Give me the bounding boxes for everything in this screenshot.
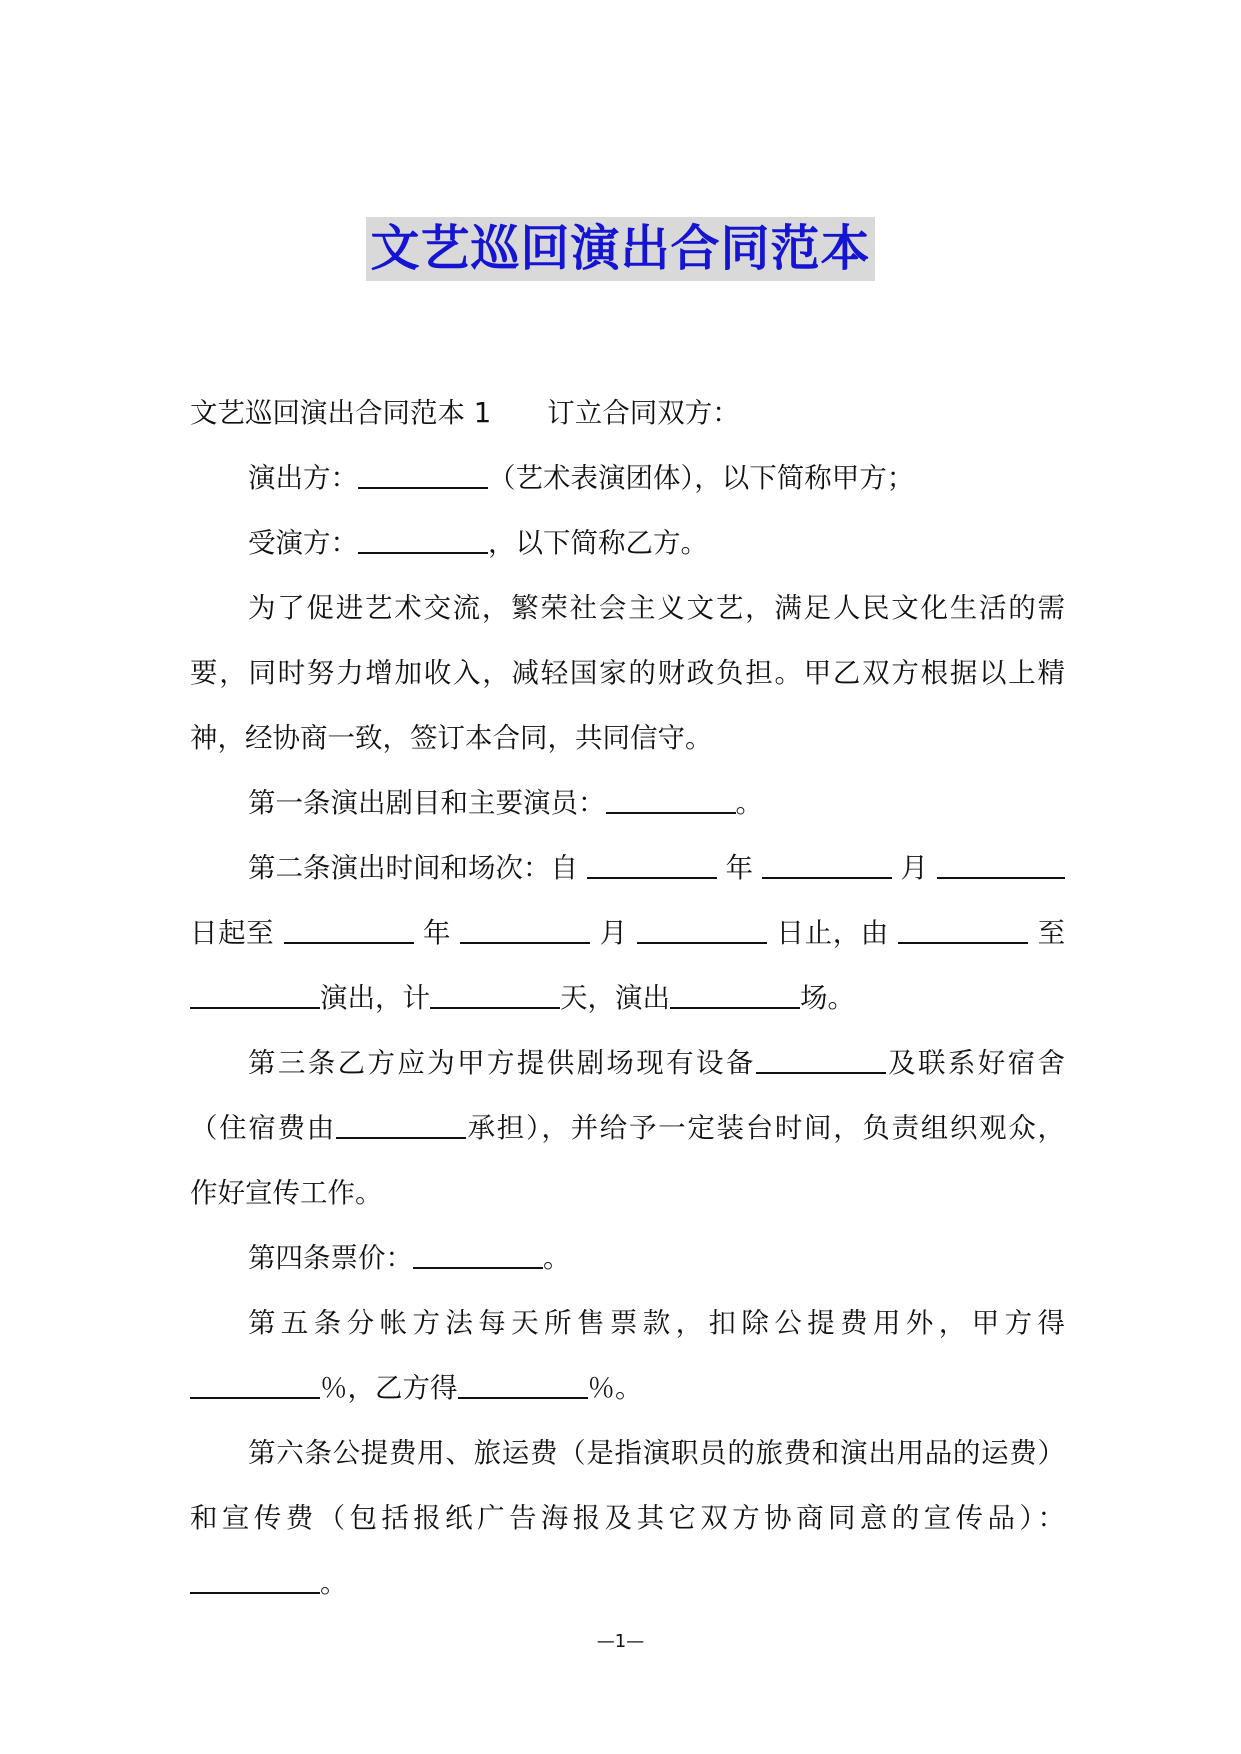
blank-field	[284, 942, 414, 944]
blank-field	[587, 877, 717, 879]
blank-field	[190, 1592, 320, 1594]
blank-field	[358, 552, 488, 554]
line-18: 和宣传费（包括报纸广告海报及其它双方协商同意的宣传品）：	[190, 1502, 1065, 1534]
line-17: 第六条公提费用、旅运费（是指演职员的旅费和演出用品的运费）	[248, 1437, 1065, 1469]
parties-label: 订立合同双方：	[547, 397, 740, 429]
line-11: 第三条乙方应为甲方提供剧场现有设备 及联系好宿舍	[248, 1047, 1065, 1079]
line-4: 为了促进艺术交流，繁荣社会主义文艺，满足人民文化生活的需	[248, 592, 1065, 624]
blank-field	[898, 942, 1028, 944]
line-6: 神，经协商一致，签订本合同，共同信守。	[190, 722, 713, 754]
blank-field	[670, 1007, 800, 1009]
line-19: 。	[190, 1560, 1065, 1625]
line-2: 演出方： （艺术表演团体），以下简称甲方；	[248, 462, 915, 494]
line-12: （住宿费由 承担），并给予一定装台时间，负责组织观众，	[190, 1112, 1065, 1144]
line-5: 要，同时努力增加收入，减轻国家的财政负担。甲乙双方根据以上精	[190, 657, 1065, 689]
blank-field	[358, 487, 488, 489]
line-16: ％，乙方得 ％。	[190, 1365, 1065, 1430]
blank-field	[190, 1007, 320, 1009]
line-13: 作好宣传工作。	[190, 1177, 383, 1209]
blank-field	[756, 1072, 886, 1074]
line-1	[190, 390, 1065, 455]
blank-field	[458, 1397, 588, 1399]
blank-field	[637, 942, 767, 944]
blank-field	[937, 877, 1065, 879]
document-body	[190, 390, 1065, 1625]
line-15: 第五条分帐方法每天所售票款，扣除公提费用外，甲方得	[248, 1307, 1065, 1339]
blank-field	[460, 942, 590, 944]
blank-field	[413, 1267, 543, 1269]
blank-field	[606, 812, 736, 814]
page-number: —1—	[596, 1631, 645, 1652]
blank-field	[336, 1137, 466, 1139]
blank-field	[762, 877, 892, 879]
line-3: 受演方： ，以下简称乙方。	[248, 527, 708, 559]
line-7: 第一条演出剧目和主要演员： 。	[248, 787, 763, 819]
title-container	[0, 217, 1241, 281]
document-title: 文艺巡回演出合同范本	[366, 217, 874, 281]
blank-field	[430, 1007, 560, 1009]
line-10: 演出，计 天，演出 场。	[190, 975, 1065, 1040]
contract-heading: 文艺巡回演出合同范本 1	[190, 397, 492, 429]
blank-field	[190, 1397, 320, 1399]
line-9: 日起至 年 月 日止，由 至	[190, 917, 1065, 949]
line-8: 第二条演出时间和场次：自 年 月	[190, 845, 1065, 910]
line-14: 第四条票价： 。	[248, 1242, 571, 1274]
